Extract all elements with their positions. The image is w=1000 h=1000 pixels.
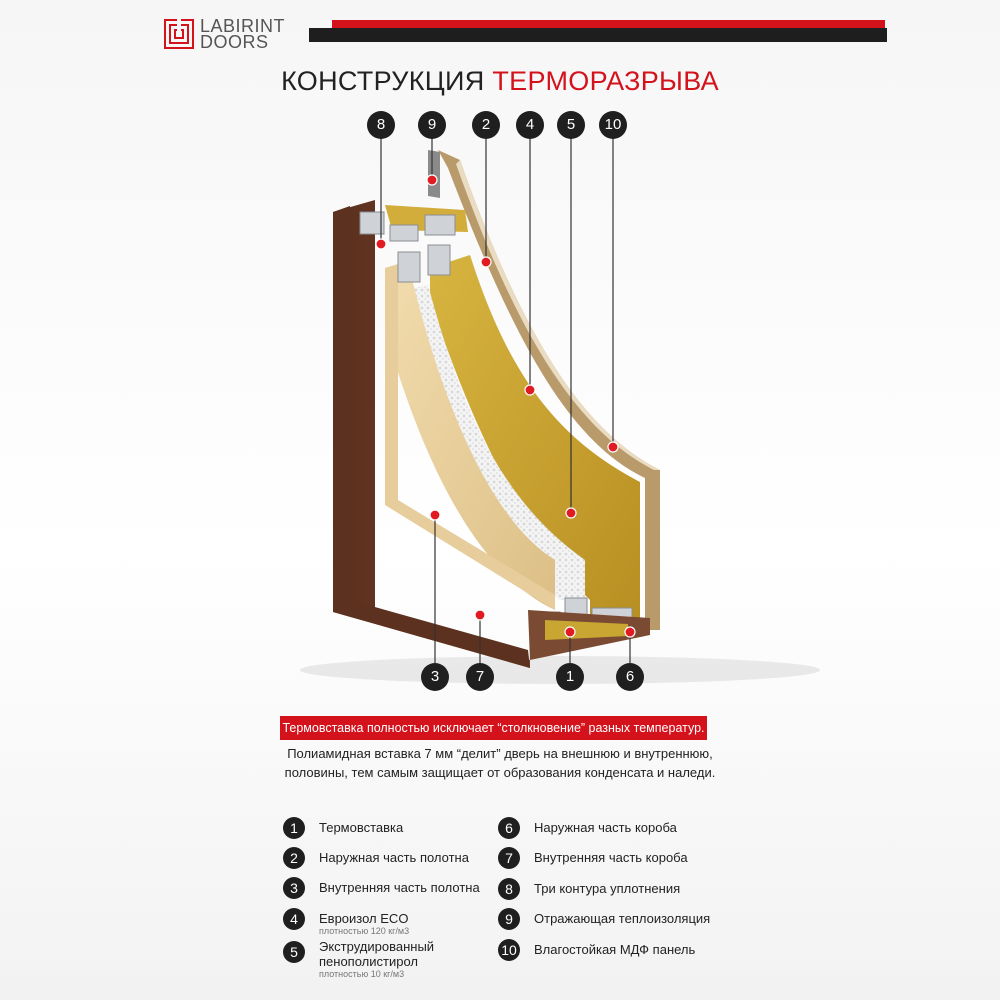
legend-sublabel: плотностью 10 кг/м3 xyxy=(319,969,405,979)
legend-number: 4 xyxy=(283,908,305,930)
legend-item-7 xyxy=(498,847,688,869)
legend-item-3 xyxy=(283,877,480,899)
marker-1: 1 xyxy=(556,663,584,691)
description-line1: Полиамидная вставка 7 мм “делит” дверь на внешнюю и внутреннюю, xyxy=(287,746,713,761)
legend-label: Влагостойкая МДФ панель xyxy=(534,942,696,957)
thermal-break-banner: Термовставка полностью исключает “столкновение” разных температур. xyxy=(280,716,707,740)
legend-label: Внутренняя часть короба xyxy=(534,850,688,865)
marker-5: 5 xyxy=(557,111,585,139)
description xyxy=(0,744,1000,782)
legend-number: 8 xyxy=(498,878,520,900)
legend-number: 3 xyxy=(283,877,305,899)
marker-2: 2 xyxy=(472,111,500,139)
legend-item-5 xyxy=(283,939,469,979)
legend-label: Внутренняя часть полотна xyxy=(319,880,480,895)
legend-item-10 xyxy=(498,939,695,961)
legend-item-2 xyxy=(283,847,469,869)
legend-sublabel: плотностью 120 кг/м3 xyxy=(319,926,410,936)
legend-label: Наружная часть короба xyxy=(534,820,677,835)
legend-item-6 xyxy=(498,817,677,839)
legend-label: Термовставка xyxy=(319,820,404,835)
title-part1: КОНСТРУКЦИЯ xyxy=(281,66,485,96)
legend-item-8 xyxy=(498,878,680,900)
title-part2: ТЕРМОРАЗРЫВА xyxy=(492,66,719,96)
brand-line1: LABIRINT xyxy=(200,16,286,36)
legend-number: 5 xyxy=(283,941,305,963)
legend-number: 2 xyxy=(283,847,305,869)
marker-3: 3 xyxy=(421,663,449,691)
legend-item-4 xyxy=(283,908,409,936)
legend-number: 6 xyxy=(498,817,520,839)
legend-number: 7 xyxy=(498,847,520,869)
description-line2: половины, тем самым защищает от образования конденсата и наледи. xyxy=(284,765,716,780)
marker-8: 8 xyxy=(367,111,395,139)
marker-9: 9 xyxy=(418,111,446,139)
legend-label: Отражающая теплоизоляция xyxy=(534,911,711,926)
marker-4: 4 xyxy=(516,111,544,139)
brand-line2: DOORS xyxy=(200,32,269,52)
legend-label: Экструдированный пенополистирол xyxy=(319,939,435,969)
legend-label: Наружная часть полотна xyxy=(319,850,469,865)
legend-label: Три контура уплотнения xyxy=(534,881,681,896)
legend-item-9 xyxy=(498,908,710,930)
marker-6: 6 xyxy=(616,663,644,691)
legend-item-1 xyxy=(283,817,403,839)
legend-label: Еврoизол ECO xyxy=(319,911,409,926)
legend-number: 1 xyxy=(283,817,305,839)
reflective-insulation xyxy=(428,150,440,198)
legend-number: 9 xyxy=(498,908,520,930)
marker-10: 10 xyxy=(599,111,627,139)
marker-7: 7 xyxy=(466,663,494,691)
legend-number: 10 xyxy=(498,939,520,961)
